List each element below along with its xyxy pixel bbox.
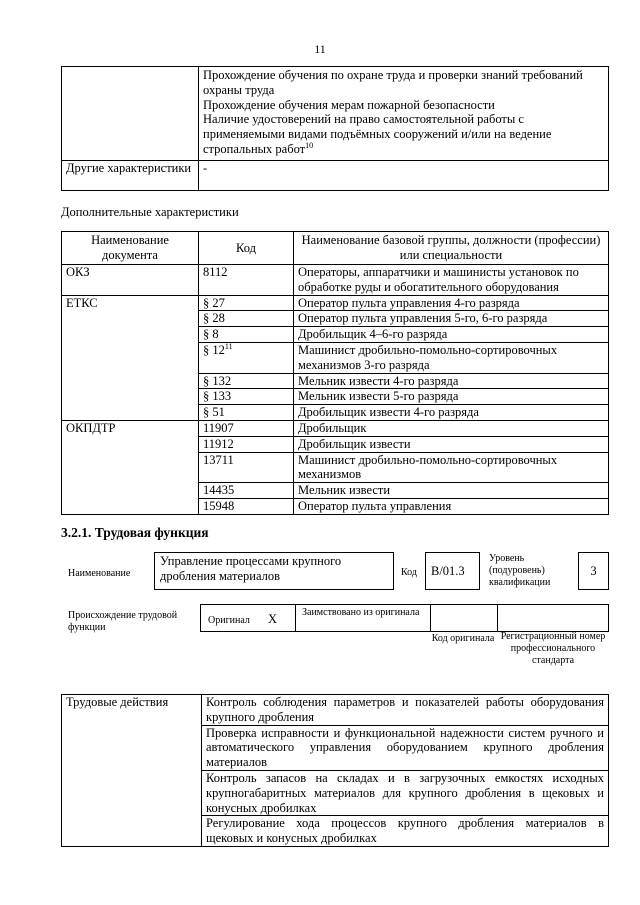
additional-characteristics-title: Дополнительные характеристики xyxy=(61,205,239,219)
divider xyxy=(430,605,431,631)
divider xyxy=(497,605,498,631)
doc-name: ОКПДТР xyxy=(62,420,199,514)
code-cell: § 132 xyxy=(199,373,294,389)
original-mark: X xyxy=(268,612,278,626)
code-cell: 11912 xyxy=(199,436,294,452)
requirements-table xyxy=(61,66,609,191)
code-label: Код xyxy=(401,567,417,578)
page-number: 11 xyxy=(314,42,326,56)
doc-name: ЕТКС xyxy=(62,295,199,420)
level-label: Уровень (подуровень) квалификации xyxy=(489,553,551,588)
labor-action: Контроль соблюдения параметров и показателей работы оборудования крупного дробления xyxy=(202,695,609,726)
origin-grid xyxy=(200,604,609,632)
labor-action: Регулирование хода процессов крупного дробления материалов в щековых и конусных дробилках xyxy=(202,816,609,847)
original-label: Оригинал xyxy=(208,615,250,626)
code-cell: 8112 xyxy=(199,265,294,296)
requirement-line: Прохождение обучения по охране труда и проверки знаний требований охраны труда xyxy=(203,68,583,97)
header-name: Наименование базовой группы, должности (профессии) или специальности xyxy=(294,232,609,265)
code-cell: § 28 xyxy=(199,311,294,327)
name-cell: Дробильщик xyxy=(294,420,609,436)
requirement-line xyxy=(203,112,604,156)
requirement-line: Прохождение обучения мерам пожарной безопасности xyxy=(203,97,495,112)
name-label: Наименование xyxy=(68,568,131,579)
doc-name: ОКЗ xyxy=(62,265,199,296)
code-cell xyxy=(199,342,294,373)
name-cell: Мельник извести xyxy=(294,483,609,499)
code-cell: § 27 xyxy=(199,295,294,311)
code-cell: 11907 xyxy=(199,420,294,436)
labor-action: Контроль запасов на складах и в загрузочных емкостях исходных крупногабаритных материалов для крупного дробления в щековых и конусных дробилках xyxy=(202,770,609,815)
name-cell: Мельник извести 4-го разряда xyxy=(294,373,609,389)
requirement-text: Наличие удостоверений на право самостоятельной работы с применяемыми видами подъёмных сооружений и/или на ведение стропальных работ xyxy=(203,112,552,156)
registration-number-caption: Регистрационный номер профессионального стандарта xyxy=(500,631,606,666)
other-characteristics-label: Другие характеристики xyxy=(62,160,199,190)
borrowed-label: Заимствовано из оригинала xyxy=(302,607,420,618)
name-cell: Операторы, аппаратчики и машинисты установок по обработке руды и обогатительного оборудования xyxy=(294,265,609,296)
name-cell: Дробильщик извести 4-го разряда xyxy=(294,405,609,421)
name-cell: Машинист дробильно-помольно-сортировочных механизмов xyxy=(294,452,609,483)
name-cell: Дробильщик 4–6-го разряда xyxy=(294,327,609,343)
code-cell: 13711 xyxy=(199,452,294,483)
level-box: 3 xyxy=(578,552,609,590)
name-cell: Мельник извести 5-го разряда xyxy=(294,389,609,405)
divider xyxy=(295,605,296,631)
labor-actions-table xyxy=(61,694,609,847)
code-text: § 12 xyxy=(203,342,225,357)
code-cell: § 51 xyxy=(199,405,294,421)
labor-action: Проверка исправности и функциональной надежности систем ручного и автоматического управления оборудованием крупного дробления материалов xyxy=(202,725,609,770)
code-cell: § 8 xyxy=(199,327,294,343)
other-characteristics-value: - xyxy=(199,160,609,190)
footnote-ref: 11 xyxy=(224,341,233,351)
footnote-ref: 10 xyxy=(305,140,314,150)
name-cell: Оператор пульта управления 4-го разряда xyxy=(294,295,609,311)
additional-characteristics-table xyxy=(61,231,609,515)
name-cell: Оператор пульта управления 5-го, 6-го разряда xyxy=(294,311,609,327)
function-name-box: Управление процессами крупного дробления материалов xyxy=(154,552,394,590)
code-original-caption: Код оригинала xyxy=(431,633,495,644)
header-code: Код xyxy=(199,232,294,265)
labor-actions-label: Трудовые действия xyxy=(62,695,202,847)
header-document: Наименование документа xyxy=(62,232,199,265)
section-title: 3.2.1. Трудовая функция xyxy=(61,525,209,540)
requirements-label-cell xyxy=(62,67,199,161)
code-cell: § 133 xyxy=(199,389,294,405)
name-cell: Оператор пульта управления xyxy=(294,498,609,514)
code-cell: 15948 xyxy=(199,498,294,514)
name-cell: Машинист дробильно-помольно-сортировочных механизмов 3-го разряда xyxy=(294,342,609,373)
function-code-box: В/01.3 xyxy=(425,552,480,590)
origin-label: Происхождение трудовой функции xyxy=(68,610,178,633)
code-cell: 14435 xyxy=(199,483,294,499)
requirements-cell xyxy=(199,67,609,161)
name-cell: Дробильщик извести xyxy=(294,436,609,452)
